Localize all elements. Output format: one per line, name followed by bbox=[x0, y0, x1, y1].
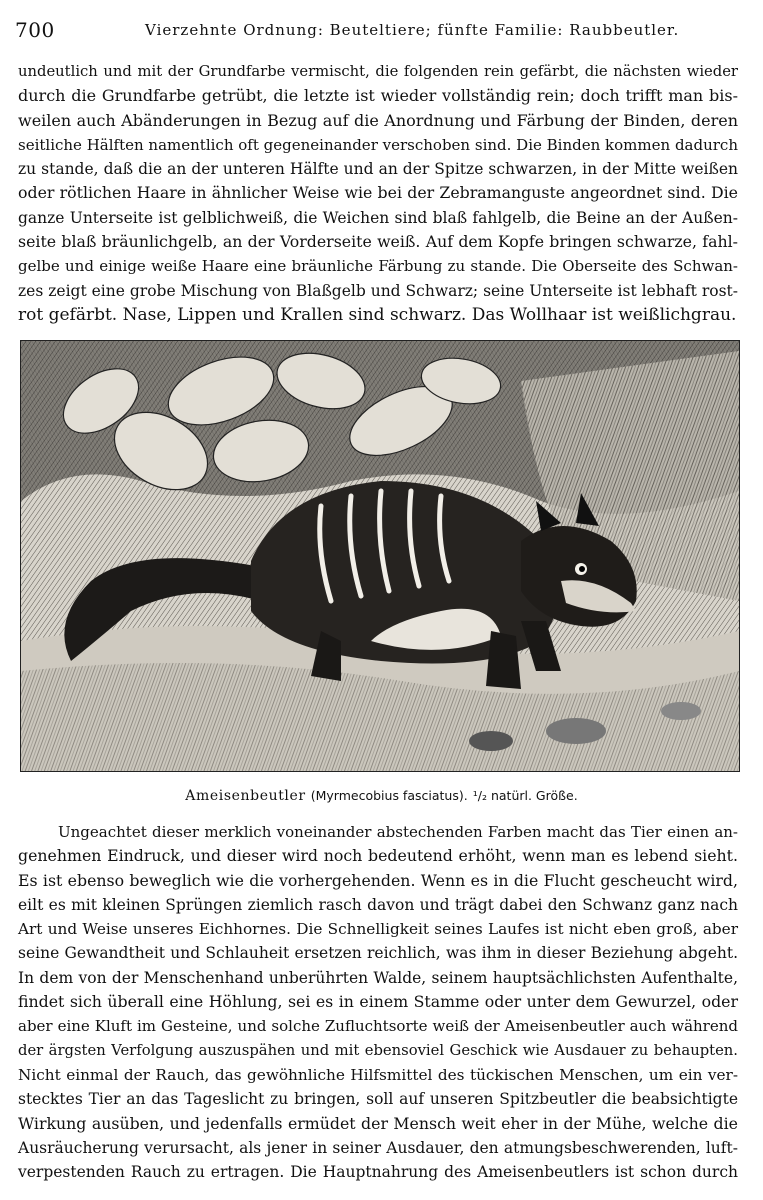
text-line: ganze Unterseite ist gelblichweiß, die Weichen sind blaß fahlgelb, die Beine an der Außen- bbox=[18, 208, 738, 227]
text-line: Es ist ebenso beweglich wie die vorhergehenden. Wenn es in die Flucht gescheucht wird, bbox=[18, 870, 738, 890]
text-line: genehmen Eindruck, und dieser wird noch bedeutend erhöht, wenn man es lebend sieht. bbox=[18, 846, 738, 866]
text-line: Ungeachtet dieser merklich voneinander abstechenden Farben macht das Tier einen an- bbox=[58, 823, 738, 841]
text-line: eilt es mit kleinen Sprüngen ziemlich rasch davon und trägt dabei den Schwanz ganz nach bbox=[18, 895, 738, 914]
text-line: gelbe und einige weiße Haare eine bräunliche Färbung zu stande. Die Oberseite des Schwan- bbox=[18, 257, 738, 276]
running-head bbox=[15, 18, 745, 42]
figure-caption bbox=[0, 786, 763, 806]
text-line: In dem von der Menschenhand unberührten Walde, seinem hauptsächlichsten Aufenthalte, bbox=[18, 968, 738, 987]
paragraph-bottom bbox=[18, 820, 738, 1184]
text-line: Nicht einmal der Rauch, das gewöhnliche Hilfsmittel des tückischen Menschen, um ein ver- bbox=[18, 1065, 738, 1084]
paragraph-top bbox=[18, 60, 738, 327]
pupil bbox=[579, 566, 585, 572]
text-line: durch die Grundfarbe getrübt, die letzte ist wieder vollständig rein; doch trifft man bis- bbox=[18, 86, 738, 106]
stone bbox=[661, 702, 701, 720]
numbat-illustration bbox=[20, 340, 740, 772]
text-line: zu stande, daß die an der unteren Hälfte und an der Spitze schwarzen, in der Mitte weißen bbox=[18, 160, 738, 179]
text-line: seine Gewandtheit und Schlauheit ersetzen reichlich, was ihm in dieser Beziehung abgeht. bbox=[18, 944, 738, 963]
text-line: Art und Weise unseres Eichhornes. Die Schnelligkeit seines Laufes ist nicht eben groß, aber bbox=[18, 920, 738, 939]
engraving-image bbox=[21, 341, 739, 771]
text-line: aber eine Kluft im Gesteine, und solche Zufluchtsorte weiß der Ameisenbeutler auch während bbox=[18, 1017, 738, 1036]
text-line: weilen auch Abänderungen in Bezug auf die Anordnung und Färbung der Binden, deren bbox=[18, 110, 738, 130]
text-line: seitliche Hälften namentlich oft gegeneinander verschoben sind. Die Binden kommen dadurch bbox=[18, 135, 738, 154]
stone bbox=[469, 731, 513, 751]
text-line: stecktes Tier an das Tageslicht zu bringen, soll auf unseren Spitzbeutler die beabsichtigte bbox=[18, 1090, 738, 1109]
page-number: 700 bbox=[15, 18, 55, 42]
text-line: Wirkung ausüben, und jedenfalls ermüdet der Mensch weit eher in der Mühe, welche die bbox=[18, 1113, 738, 1133]
stone bbox=[546, 718, 606, 744]
text-line: der ärgsten Verfolgung auszuspähen und mit ebensoviel Geschick wie Ausdauer zu behaupten. bbox=[18, 1041, 738, 1059]
text-line: undeutlich und mit der Grundfarbe vermischt, die folgenden rein gefärbt, die nächsten wieder bbox=[18, 63, 738, 80]
caption-scale: ¹/₂ natürl. Größe. bbox=[472, 788, 578, 803]
text-line: Ausräucherung verursacht, als jener in seiner Ausdauer, den atmungsbeschwerenden, luft- bbox=[18, 1138, 738, 1157]
caption-name: Ameisenbeutler bbox=[185, 788, 306, 804]
text-line: rot gefärbt. Nase, Lippen und Krallen sind schwarz. Das Wollhaar ist weißlichgrau. bbox=[18, 304, 737, 325]
text-line: seite blaß bräunlichgelb, an der Vorderseite weiß. Auf dem Kopfe bringen schwarze, fahl- bbox=[18, 232, 738, 252]
text-line: verpestenden Rauch zu ertragen. Die Hauptnahrung des Ameisenbeutlers ist schon durch bbox=[18, 1163, 738, 1182]
front-leg bbox=[486, 631, 521, 689]
text-line: zes zeigt eine grobe Mischung von Blaßgelb und Schwarz; seine Unterseite ist lebhaft rost- bbox=[18, 281, 738, 300]
caption-scientific-name: (Myrmecobius fasciatus). bbox=[310, 788, 468, 803]
text-line: findet sich überall eine Höhlung, sei es in einem Stamme oder unter dem Gewurzel, oder bbox=[18, 992, 738, 1012]
text-line: oder rötlichen Haare in ähnlicher Weise wie bei der Zebramanguste angeordnet sind. Die bbox=[18, 183, 738, 203]
running-title: Vierzehnte Ordnung: Beuteltiere; fünfte Familie: Raubbeutler. bbox=[145, 21, 680, 39]
